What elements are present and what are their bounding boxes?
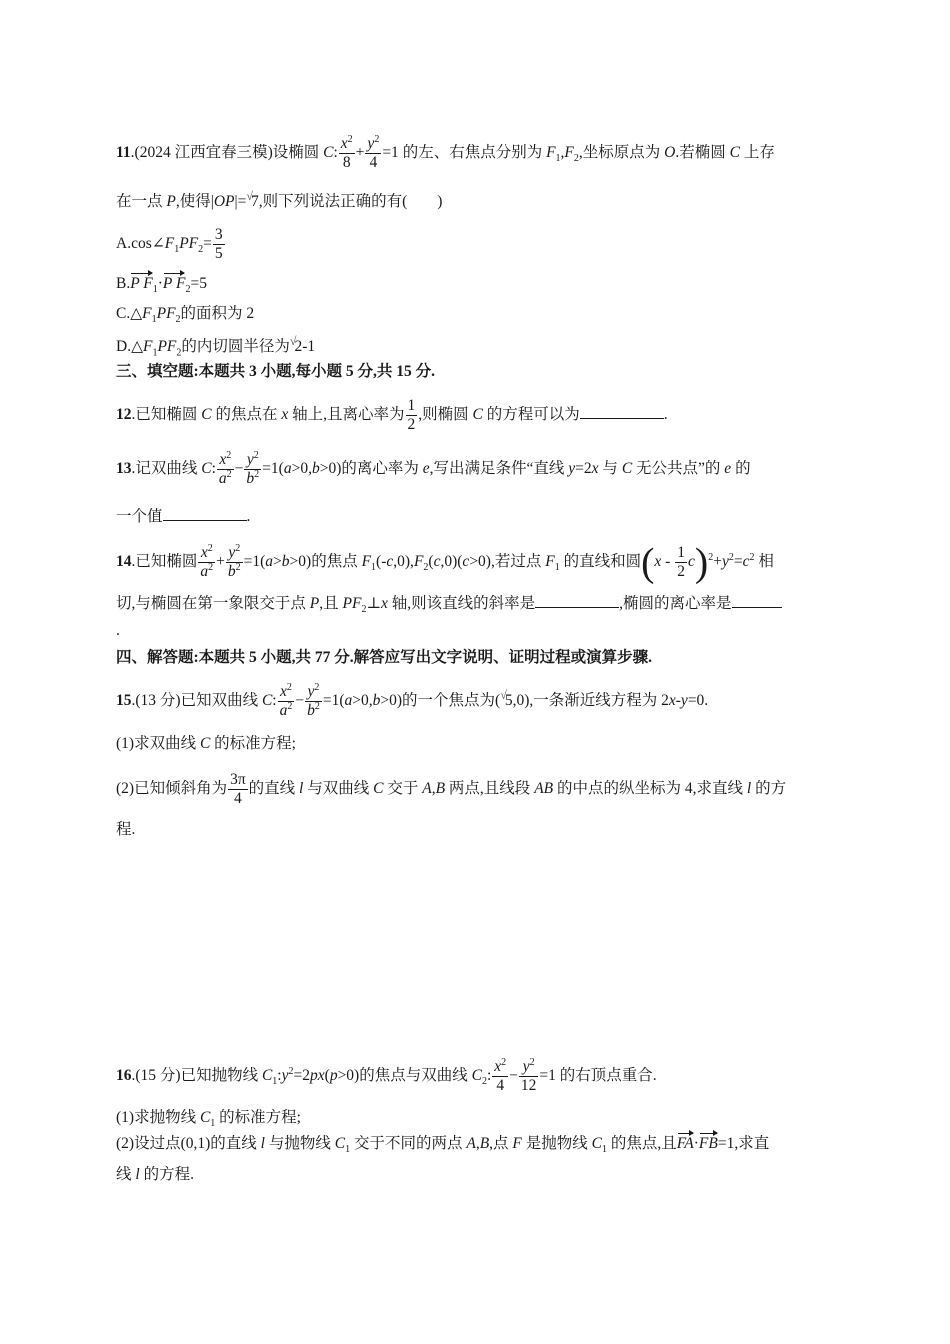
- q11-option-d: $D.\triangle F_1PF_2$的内切圆半径为√2-1: [116, 331, 315, 357]
- vector-fa: FA: [676, 1135, 694, 1152]
- q15-part2-line2: 程.: [116, 821, 136, 838]
- q12-answer-blank[interactable]: [580, 404, 664, 419]
- frac-1-2: $\frac{1}{2}$: [677, 544, 685, 580]
- q13-line1: 13.记双曲线 C: $\frac{x^2}{a^2}$ − $\frac{y^2}{b^2}$ =1(a>0,b>0)的离心率为 e,写出满足条件“直线 y=2x 与 C 无公共点”的 e 的: [116, 449, 751, 487]
- q11-option-a: $A.\cos\angle F_1PF_2=$ $\frac{3}{5}$: [116, 226, 223, 262]
- sqrt-icon: √: [246, 189, 253, 203]
- vector-fb: FB: [698, 1135, 718, 1152]
- q12-line1: 12.已知椭圆 C 的焦点在 x 轴上,且离心率为 $\frac{1}{2}$ ,则椭圆 C 的方程可以为 .: [116, 397, 668, 433]
- q11-option-b: B.P $F_1\cdot P$ $F_2=5$: [116, 275, 207, 296]
- frac-x2-8: $\frac{x^2}{8}$: [340, 133, 353, 171]
- section-4-heading: 四、解答题:本题共 5 小题,共 77 分.解答应写出文字说明、证明过程或演算步骤.: [116, 649, 653, 666]
- q16-part2: (2)设过点(0,1)的直线 l 与抛物线 $C_1$ 交于不同的两点 A,B,点 F 是抛物线 $C_1$ 的焦点,且FA·FB=1,求直: [116, 1135, 770, 1156]
- q11-source: .(2024 江西宜春三模): [130, 144, 273, 162]
- vector-pf2: P F: [162, 275, 186, 292]
- q11-number: 11: [116, 144, 131, 162]
- q11-line1: 11.(2024 江西宜春三模)设椭圆 C: $\frac{x^2}{8}$ + $\frac{y^2}{4}$ =1 的左、右焦点分别为 $F_1,F_2$,坐标原点为 O.若椭圆 C 上存: [116, 133, 775, 171]
- q15-line1: 15.(13 分)已知双曲线 C: $\frac{x^2}{a^2}$ − $\frac{y^2}{b^2}$ =1(a>0,b>0)的一个焦点为(√5,0),一条渐近线方程为 2x-y=0.: [116, 681, 709, 719]
- q14-slope-blank[interactable]: [535, 593, 619, 608]
- q14-line3: .: [116, 622, 120, 639]
- q11-line2: 在一点 P,使得|OP|=√7,则下列说法正确的有( ): [116, 186, 442, 212]
- frac-3pi-4: $\frac{3\pi}{4}$: [230, 771, 246, 807]
- q15-part2: (2)已知倾斜角为 $\frac{3\pi}{4}$ 的直线 l 与双曲线 C 交于 A,B 两点,且线段 AB 的中点的纵坐标为 4,求直线 l 的方: [116, 771, 787, 807]
- frac-x2-a2: $\frac{x^2}{a^2}$: [218, 449, 232, 487]
- frac-1-2: $\frac{1}{2}$: [407, 397, 416, 433]
- q14-eccentricity-blank[interactable]: [732, 593, 782, 608]
- q13-line2: 一个值 .: [116, 508, 251, 525]
- q11-option-c: $C.\triangle F_1PF_2$的面积为 2: [116, 305, 255, 326]
- frac-3-5: $\frac{3}{5}$: [214, 226, 223, 262]
- sqrt-icon: √: [289, 334, 297, 348]
- vector-pf1: P F: [130, 275, 153, 292]
- sqrt-icon: √: [500, 687, 507, 702]
- frac-y2-b2: $\frac{y^2}{b^2}$: [246, 449, 260, 487]
- frac-y2-4: $\frac{y^2}{4}$: [367, 133, 380, 171]
- q13-answer-blank[interactable]: [163, 506, 247, 521]
- q16-line1: 16.(15 分)已知抛物线 $C_1:y^2=2px(p>0)$的焦点与双曲线 $C_2$: $\frac{x^2}{4}$ − $\frac{y^2}{12}$ =1 的右顶点重合.: [116, 1056, 657, 1094]
- q16-part2-line2: 线 l 的方程.: [116, 1166, 194, 1183]
- q16-part1: (1)求抛物线 $C_1$ 的标准方程;: [116, 1109, 301, 1130]
- section-3-heading: 三、填空题:本题共 3 小题,每小题 5 分,共 15 分.: [116, 363, 436, 380]
- q14-line2: 切,与椭圆在第一象限交于点 P,且 $PF_2\perp x$ 轴,则该直线的斜率是 ,椭圆的离心率是: [116, 593, 782, 614]
- q15-part1: (1)求双曲线 C 的标准方程;: [116, 735, 296, 752]
- q14-line1: 14.已知椭圆 $\frac{x^2}{a^2}$ + $\frac{y^2}{b^2}$ =1(a>b>0)的焦点 $F_1(-c,0),F_2(c,0)(c>0)$,若过点 $F_1$ 的直线和圆(x - $\frac{1}{2}$ $c)^2+y^2=c^2$ 相: [116, 539, 774, 585]
